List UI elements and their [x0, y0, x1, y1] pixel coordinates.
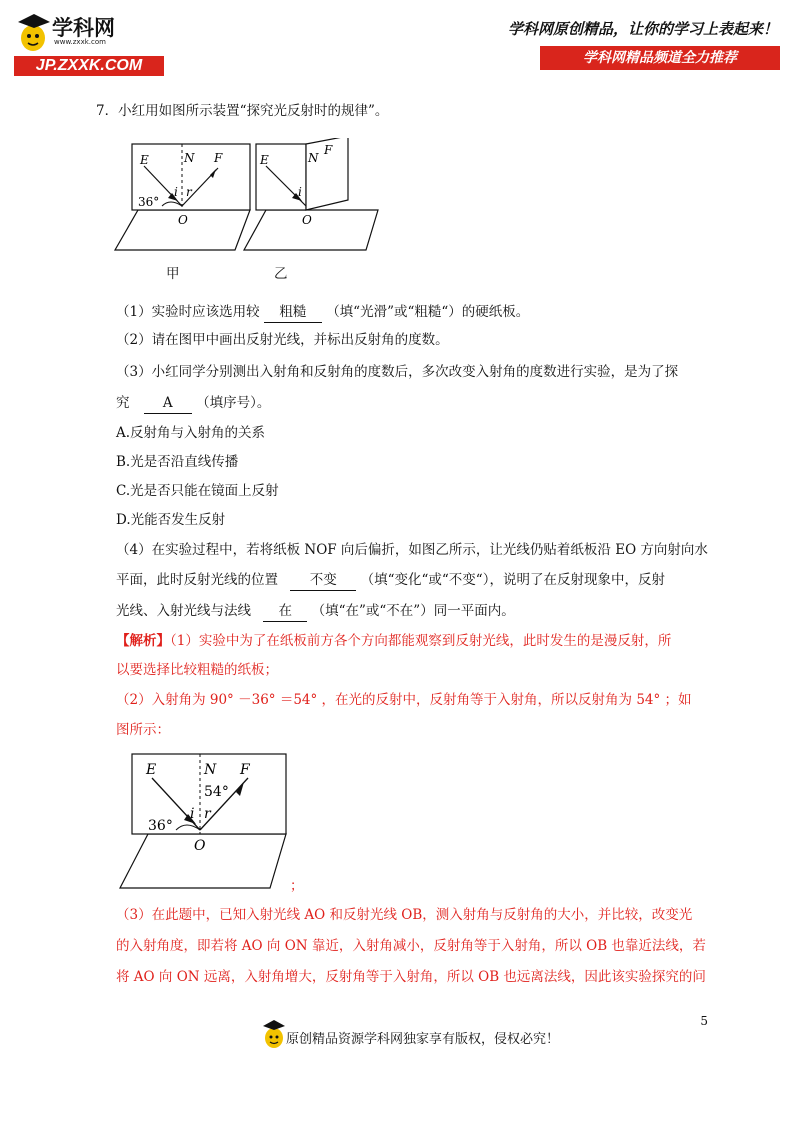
- q1-prefix: （1）实验时应该选用较: [116, 304, 260, 320]
- q4-line3-suffix: （填“在”或“不在”）同一平面内。: [311, 603, 515, 619]
- q3-line2: [116, 393, 270, 414]
- fig-jia-label-e: E: [140, 153, 149, 167]
- q4-line1: （4）在实验过程中，若将纸板 NOF 向后偏折，如图乙所示，让光线仍贴着纸板沿 EO 方向射向水: [116, 542, 708, 558]
- fig-answer-label-e: E: [146, 762, 157, 778]
- site-logo: [14, 12, 164, 74]
- option-c: C.光是否只能在镜面上反射: [116, 483, 279, 499]
- figure-yi: [236, 138, 386, 258]
- fig-yi-label-i: i: [298, 185, 302, 199]
- fig-answer-angle36: 36°: [148, 818, 173, 834]
- fig-answer-label-r: r: [204, 806, 211, 822]
- analysis-p2-line1: （2）入射角为 90° －36° ＝54° ，在光的反射中，反射角等于入射角，所以反射角为 54° ；如: [116, 692, 692, 708]
- analysis-p3-line2: 的入射角度，即若将 AO 向 ON 靠近，入射角减小，反射角等于入射角，所以 OB 也靠近法线，若: [116, 938, 706, 954]
- option-d: D.光能否发生反射: [116, 512, 226, 528]
- header-slogan: 学科网原创精品，让你的学习上表起来！: [507, 20, 778, 38]
- q1-line: [116, 302, 529, 323]
- fig-jia-label-o: O: [178, 213, 188, 227]
- q3-answer: A: [144, 393, 192, 414]
- option-b: B.光是否沿直线传播: [116, 454, 239, 470]
- q4-line2: [116, 570, 665, 591]
- fig-jia-label-f: F: [214, 151, 223, 165]
- fig-jia-angle: 36°: [138, 195, 160, 209]
- q4-answer1: 不变: [290, 570, 356, 591]
- analysis-p1-line1: [116, 631, 671, 651]
- header-banner: 学科网精品频道全力推荐: [540, 46, 780, 70]
- figure-semicolon: ；: [290, 878, 304, 894]
- page-number: 5: [700, 1014, 708, 1028]
- q3-line1: （3）小红同学分别测出入射角和反射角的度数后，多次改变入射角的度数进行实验，是为了探: [116, 364, 679, 380]
- figure-answer: [118, 752, 298, 892]
- footer: [262, 1018, 582, 1058]
- logo-band: JP.ZXXK.COM: [14, 56, 164, 76]
- figure-label-yi: 乙: [274, 266, 288, 282]
- analysis-p3-line1: （3）在此题中，已知入射光线 AO 和反射光线 OB，测入射角与反射角的大小，并比较，改变光: [116, 907, 693, 923]
- fig-yi-label-o: O: [302, 213, 312, 227]
- fig-jia-label-i: i: [174, 185, 178, 199]
- q3-suffix: （填序号）。: [196, 395, 271, 411]
- q4-middle: （填“变化“或“不变“），说明了在反射现象中，反射: [360, 572, 665, 588]
- q2-line: （2）请在图甲中画出反射光线，并标出反射角的度数。: [116, 332, 449, 348]
- logo-url: www.zxxk.com: [54, 38, 106, 46]
- q1-suffix: （填“光滑”或“粗糙“）的硬纸板。: [326, 304, 530, 320]
- mascot-icon: [262, 1018, 286, 1052]
- analysis-p2-line2: 图所示：: [116, 722, 170, 738]
- q4-prefix: 平面，此时反射光线的位置: [116, 572, 278, 588]
- q4-line3: [116, 601, 515, 622]
- analysis-p3-line3: 将 AO 向 ON 远离，入射角增大，反射角等于入射角，所以 OB 也远离法线，因此该实验探究的问: [116, 969, 706, 985]
- analysis-p1-line2: 以要选择比较粗糙的纸板；: [116, 662, 278, 678]
- fig-yi-label-f: F: [324, 143, 333, 157]
- fig-answer-label-o: O: [194, 838, 206, 854]
- fig-answer-label-n: N: [204, 762, 217, 778]
- q3-prefix: 究: [116, 395, 130, 411]
- fig-yi-label-e: E: [260, 153, 269, 167]
- fig-answer-label-f: F: [240, 762, 250, 778]
- analysis-tag: 【解析】: [116, 633, 170, 649]
- fig-yi-label-n: N: [308, 151, 319, 165]
- figure-label-jia: 甲: [166, 266, 180, 282]
- option-a: A.反射角与入射角的关系: [116, 425, 266, 441]
- question-title: 7．小红用如图所示装置“探究光反射时的规律”。: [96, 103, 389, 119]
- logo-word: 学科网: [52, 16, 115, 40]
- q4-answer2: 在: [263, 601, 307, 622]
- q1-answer: 粗糙: [264, 302, 322, 323]
- footer-copyright: 原创精品资源学科网独家享有版权，侵权必究！: [286, 1032, 560, 1047]
- fig-answer-angle54: 54°: [204, 784, 229, 800]
- mascot-icon: [16, 12, 52, 56]
- fig-jia-label-r: r: [186, 185, 192, 199]
- q4-line3-prefix: 光线、入射光线与法线: [116, 603, 251, 619]
- analysis-p1-text: （1）实验中为了在纸板前方各个方向都能观察到反射光线，此时发生的是漫反射，所: [170, 633, 672, 649]
- fig-jia-label-n: N: [184, 151, 195, 165]
- fig-answer-label-i: i: [190, 806, 195, 822]
